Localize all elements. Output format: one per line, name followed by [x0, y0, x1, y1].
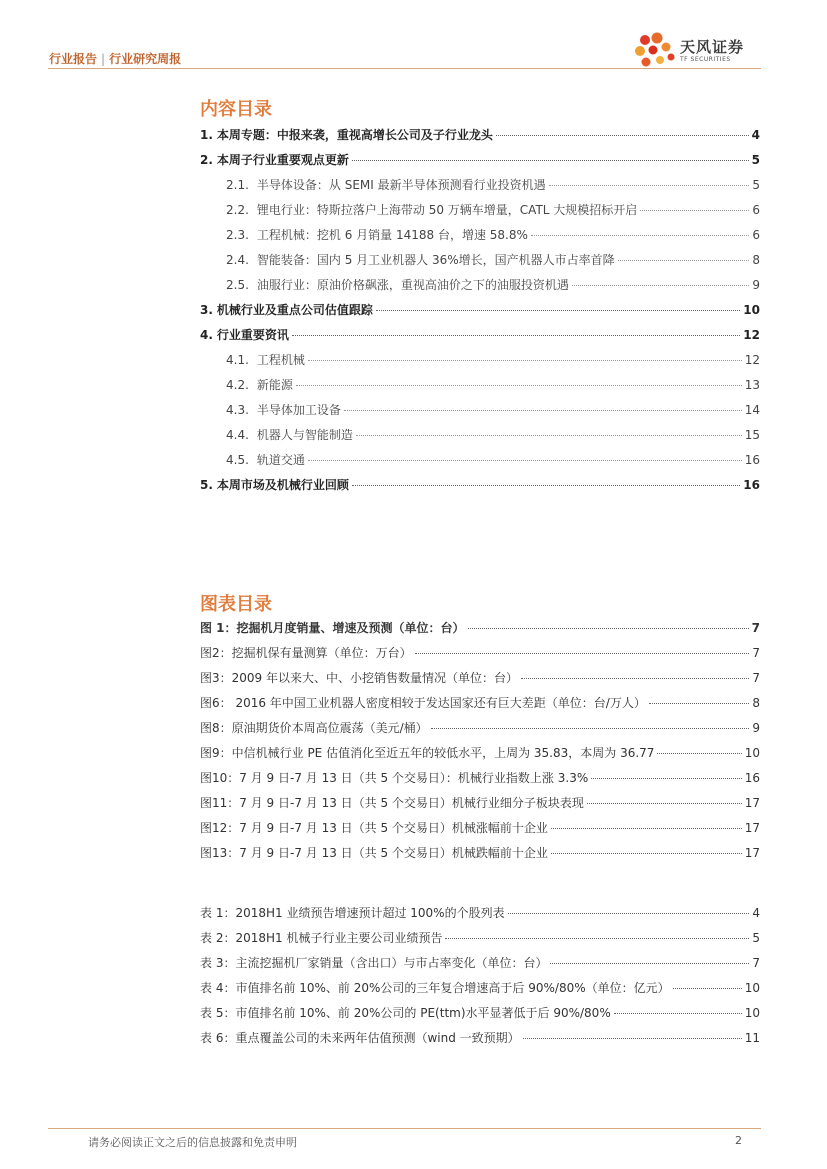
toc-subentry[interactable]: 4.3. 半导体加工设备 14 [226, 403, 760, 417]
toc-subentry[interactable]: 4.1. 工程机械 12 [226, 353, 760, 367]
toc-subentry[interactable]: 2.4. 智能装备：国内 5 月工业机器人 36%增长，国产机器人市占率首降 8 [226, 253, 760, 267]
header-divider [48, 68, 761, 69]
toc-title: 内容目录 [200, 99, 272, 120]
table-entry[interactable]: 表 1：2018H1 业绩预告增速预计超过 100%的个股列表 4 [200, 906, 760, 920]
table-entry[interactable]: 表 3：主流挖掘机厂家销量（含出口）与市占率变化（单位：台） 7 [200, 956, 760, 970]
page-number: 2 [735, 1134, 742, 1147]
toc-subentry[interactable]: 2.2. 锂电行业：特斯拉落户上海带动 50 万辆车增量，CATL 大规模招标开启 6 [226, 203, 760, 217]
logo-name: 天风证券 [680, 38, 745, 56]
table-of-contents [200, 126, 760, 501]
figure-list [200, 619, 760, 869]
figure-entry[interactable]: 图3：2009 年以来大、中、小挖销售数量情况（单位：台） 7 [200, 671, 760, 685]
table-entry[interactable]: 表 6：重点覆盖公司的未来两年估值预测（wind 一致预期） 11 [200, 1031, 760, 1045]
toc-subentry[interactable]: 2.5. 油服行业：原油价格飙涨，重视高油价之下的油服投资机遇 9 [226, 278, 760, 292]
table-list [200, 904, 760, 1054]
toc-subentry[interactable]: 4.4. 机器人与智能制造 15 [226, 428, 760, 442]
figure-entry[interactable]: 图10：7 月 9 日-7 月 13 日（共 5 个交易日）：机械行业指数上涨 3.3% 16 [200, 771, 760, 785]
toc-entry[interactable]: 4. 行业重要资讯 12 [200, 328, 760, 342]
toc-subentry[interactable]: 2.1. 半导体设备：从 SEMI 最新半导体预测看行业投资机遇 5 [226, 178, 760, 192]
report-category: 行业报告 [49, 52, 98, 66]
figure-entry[interactable]: 图11：7 月 9 日-7 月 13 日（共 5 个交易日）机械行业细分子板块表现 17 [200, 796, 760, 810]
table-entry[interactable]: 表 5：市值排名前 10%、前 20%公司的 PE(ttm)水平显著低于后 90%/80% 10 [200, 1006, 760, 1020]
table-entry[interactable]: 表 2：2018H1 机械子行业主要公司业绩预告 5 [200, 931, 760, 945]
figure-entry[interactable]: 图8：原油期货价本周高位震荡（美元/桶） 9 [200, 721, 760, 735]
table-entry[interactable]: 表 4：市值排名前 10%、前 20%公司的三年复合增速高于后 90%/80%（单位：亿元） 10 [200, 981, 760, 995]
figure-entry[interactable]: 图6： 2016 年中国工业机器人密度相较于发达国家还有巨大差距（单位：台/万人） 8 [200, 696, 760, 710]
figures-title: 图表目录 [200, 594, 272, 615]
figure-entry[interactable]: 图 1：挖掘机月度销量、增速及预测（单位：台） 7 [200, 621, 760, 635]
report-type: 行业研究周报 [109, 52, 182, 66]
footer-disclaimer: 请务必阅读正文之后的信息披露和免责申明 [88, 1136, 297, 1149]
figure-entry[interactable]: 图2：挖掘机保有量测算（单位：万台） 7 [200, 646, 760, 660]
footer-divider [48, 1128, 761, 1129]
figure-entry[interactable]: 图13：7 月 9 日-7 月 13 日（共 5 个交易日）机械跌幅前十企业 17 [200, 846, 760, 860]
toc-subentry[interactable]: 4.5. 轨道交通 16 [226, 453, 760, 467]
report-header [49, 50, 181, 67]
toc-entry[interactable]: 3. 机械行业及重点公司估值跟踪 10 [200, 303, 760, 317]
figure-entry[interactable]: 图12：7 月 9 日-7 月 13 日（共 5 个交易日）机械涨幅前十企业 17 [200, 821, 760, 835]
toc-subentry[interactable]: 4.2. 新能源 13 [226, 378, 760, 392]
header-separator: | [101, 52, 106, 66]
toc-entry[interactable]: 1. 本周专题：中报来袭，重视高增长公司及子行业龙头 4 [200, 128, 760, 142]
logo-subtitle: TF SECURITIES [680, 56, 731, 63]
toc-entry[interactable]: 5. 本周市场及机械行业回顾 16 [200, 478, 760, 492]
toc-entry[interactable]: 2. 本周子行业重要观点更新 5 [200, 153, 760, 167]
toc-subentry[interactable]: 2.3. 工程机械：挖机 6 月销量 14188 台，增速 58.8% 6 [226, 228, 760, 242]
figure-entry[interactable]: 图9：中信机械行业 PE 估值消化至近五年的较低水平，上周为 35.83，本周为 36.77 10 [200, 746, 760, 760]
